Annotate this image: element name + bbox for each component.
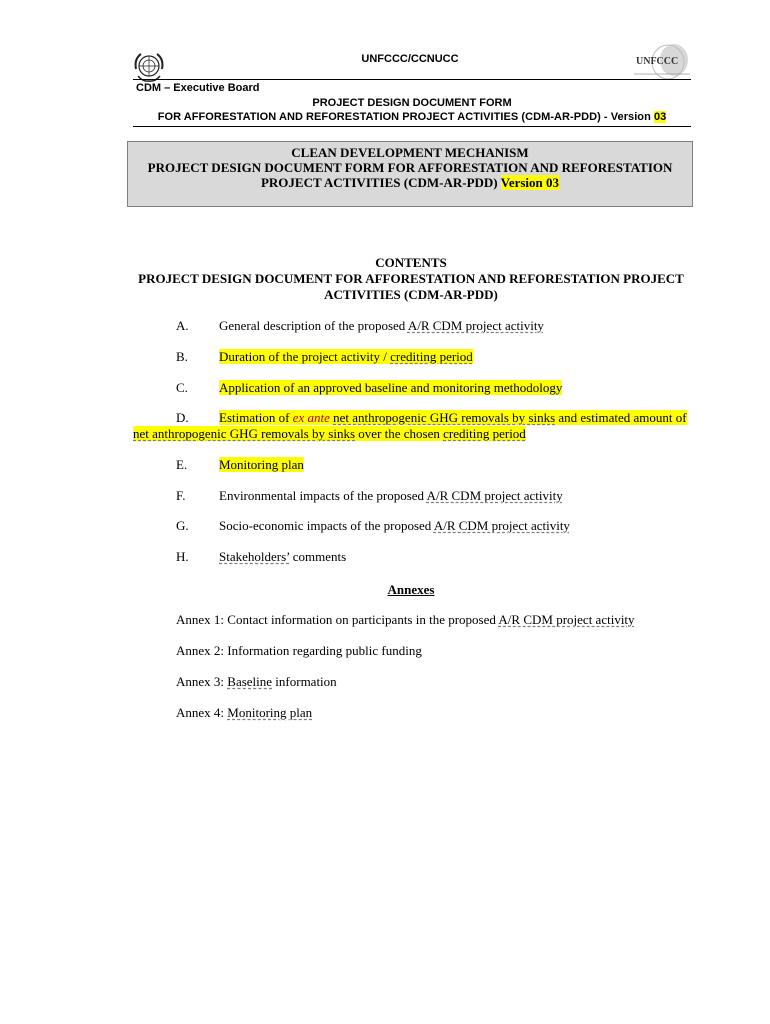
toc-item-d-line-1[interactable] bbox=[176, 410, 687, 426]
header-org: UNFCCC/CCNUCC bbox=[361, 53, 459, 65]
header-form-subtitle bbox=[133, 111, 691, 123]
toc-link[interactable]: net anthropogenic GHG removals by sinks bbox=[333, 410, 556, 425]
annex-item-3[interactable] bbox=[176, 674, 337, 690]
title-line-3 bbox=[128, 175, 692, 191]
contents-subheading-2: ACTIVITIES (CDM-AR-PDD) bbox=[324, 287, 498, 302]
toc-text: Application of an approved baseline and monitoring methodology bbox=[219, 380, 563, 395]
annex-text: Contact information on participants in the proposed bbox=[227, 612, 499, 627]
toc-letter: F. bbox=[176, 488, 186, 503]
toc-link[interactable]: A/R CDM project activity bbox=[433, 518, 570, 533]
toc-item-e[interactable] bbox=[176, 457, 304, 473]
title-version: Version 03 bbox=[500, 175, 560, 190]
header-rule bbox=[133, 79, 691, 80]
toc-letter: B. bbox=[176, 349, 188, 364]
toc-link[interactable]: A/R CDM project activity bbox=[426, 488, 563, 503]
toc-item-h[interactable] bbox=[176, 549, 346, 565]
toc-link[interactable]: net anthropogenic GHG removals by sinks bbox=[133, 426, 356, 441]
toc-text: Monitoring plan bbox=[219, 457, 304, 472]
contents-heading: CONTENTS bbox=[375, 255, 447, 270]
toc-item-a[interactable] bbox=[176, 318, 544, 334]
toc-letter: G. bbox=[176, 518, 189, 533]
header-form-title: PROJECT DESIGN DOCUMENT FORM bbox=[312, 97, 512, 109]
annex-item-4[interactable] bbox=[176, 705, 312, 721]
toc-text: Duration of the project activity / bbox=[219, 349, 391, 364]
toc-letter: D. bbox=[176, 410, 189, 425]
toc-letter: H. bbox=[176, 549, 189, 564]
toc-text: comments bbox=[289, 549, 347, 564]
toc-text-italic: ex ante bbox=[292, 410, 330, 425]
header-form-subtitle-text: FOR AFFORESTATION AND REFORESTATION PROJECT ACTIVITIES (CDM-AR-PDD) - Version bbox=[157, 111, 651, 123]
annex-item-1[interactable] bbox=[176, 612, 635, 628]
toc-item-g[interactable] bbox=[176, 518, 570, 534]
header-rule-bottom bbox=[133, 126, 691, 127]
toc-text: Environmental impacts of the proposed bbox=[219, 488, 427, 503]
toc-link[interactable]: A/R CDM project activity bbox=[407, 318, 544, 333]
toc-link[interactable]: Stakeholders’ bbox=[219, 549, 290, 564]
annex-label: Annex 1: bbox=[176, 612, 225, 627]
toc-letter: E. bbox=[176, 457, 188, 472]
header-version: 03 bbox=[653, 111, 667, 123]
title-box bbox=[127, 141, 693, 207]
unfccc-logo-text: UNFCCC bbox=[636, 56, 679, 67]
toc-text: Socio-economic impacts of the proposed bbox=[219, 518, 434, 533]
annex-text: Information regarding public funding bbox=[227, 643, 422, 658]
toc-item-f[interactable] bbox=[176, 488, 563, 504]
toc-item-c[interactable] bbox=[176, 380, 562, 396]
toc-link[interactable]: crediting period bbox=[443, 426, 526, 441]
toc-link[interactable]: crediting period bbox=[390, 349, 473, 364]
toc-text: Estimation of bbox=[219, 410, 293, 425]
toc-item-b[interactable] bbox=[176, 349, 473, 365]
annex-item-2[interactable] bbox=[176, 643, 422, 659]
toc-letter: A. bbox=[176, 318, 189, 333]
title-line-1: CLEAN DEVELOPMENT MECHANISM bbox=[291, 145, 529, 160]
annex-label: Annex 4: bbox=[176, 705, 225, 720]
annex-link[interactable]: Baseline bbox=[227, 674, 273, 689]
annex-link[interactable]: Monitoring plan bbox=[227, 705, 313, 720]
title-line-3-text: PROJECT ACTIVITIES (CDM-AR-PDD) bbox=[260, 175, 498, 190]
title-line-2: PROJECT DESIGN DOCUMENT FORM FOR AFFORESTATION AND REFORESTATION bbox=[147, 160, 673, 175]
toc-text-highlighted bbox=[219, 410, 687, 425]
toc-letter: C. bbox=[176, 380, 188, 395]
annex-label: Annex 2: bbox=[176, 643, 225, 658]
toc-text: over the chosen bbox=[355, 426, 444, 441]
annex-text: information bbox=[272, 674, 337, 689]
annex-label: Annex 3: bbox=[176, 674, 225, 689]
header-board: CDM – Executive Board bbox=[136, 82, 260, 94]
annexes-heading: Annexes bbox=[387, 582, 435, 597]
toc-text-highlighted bbox=[133, 426, 526, 441]
toc-item-d-line-2[interactable] bbox=[133, 426, 526, 442]
contents-subheading-1: PROJECT DESIGN DOCUMENT FOR AFFORESTATION AND REFORESTATION PROJECT bbox=[138, 271, 684, 286]
toc-text: General description of the proposed bbox=[219, 318, 408, 333]
toc-text-highlighted bbox=[219, 349, 473, 364]
toc-text: and estimated amount of bbox=[555, 410, 687, 425]
annex-link[interactable]: A/R CDM project activity bbox=[498, 612, 635, 627]
